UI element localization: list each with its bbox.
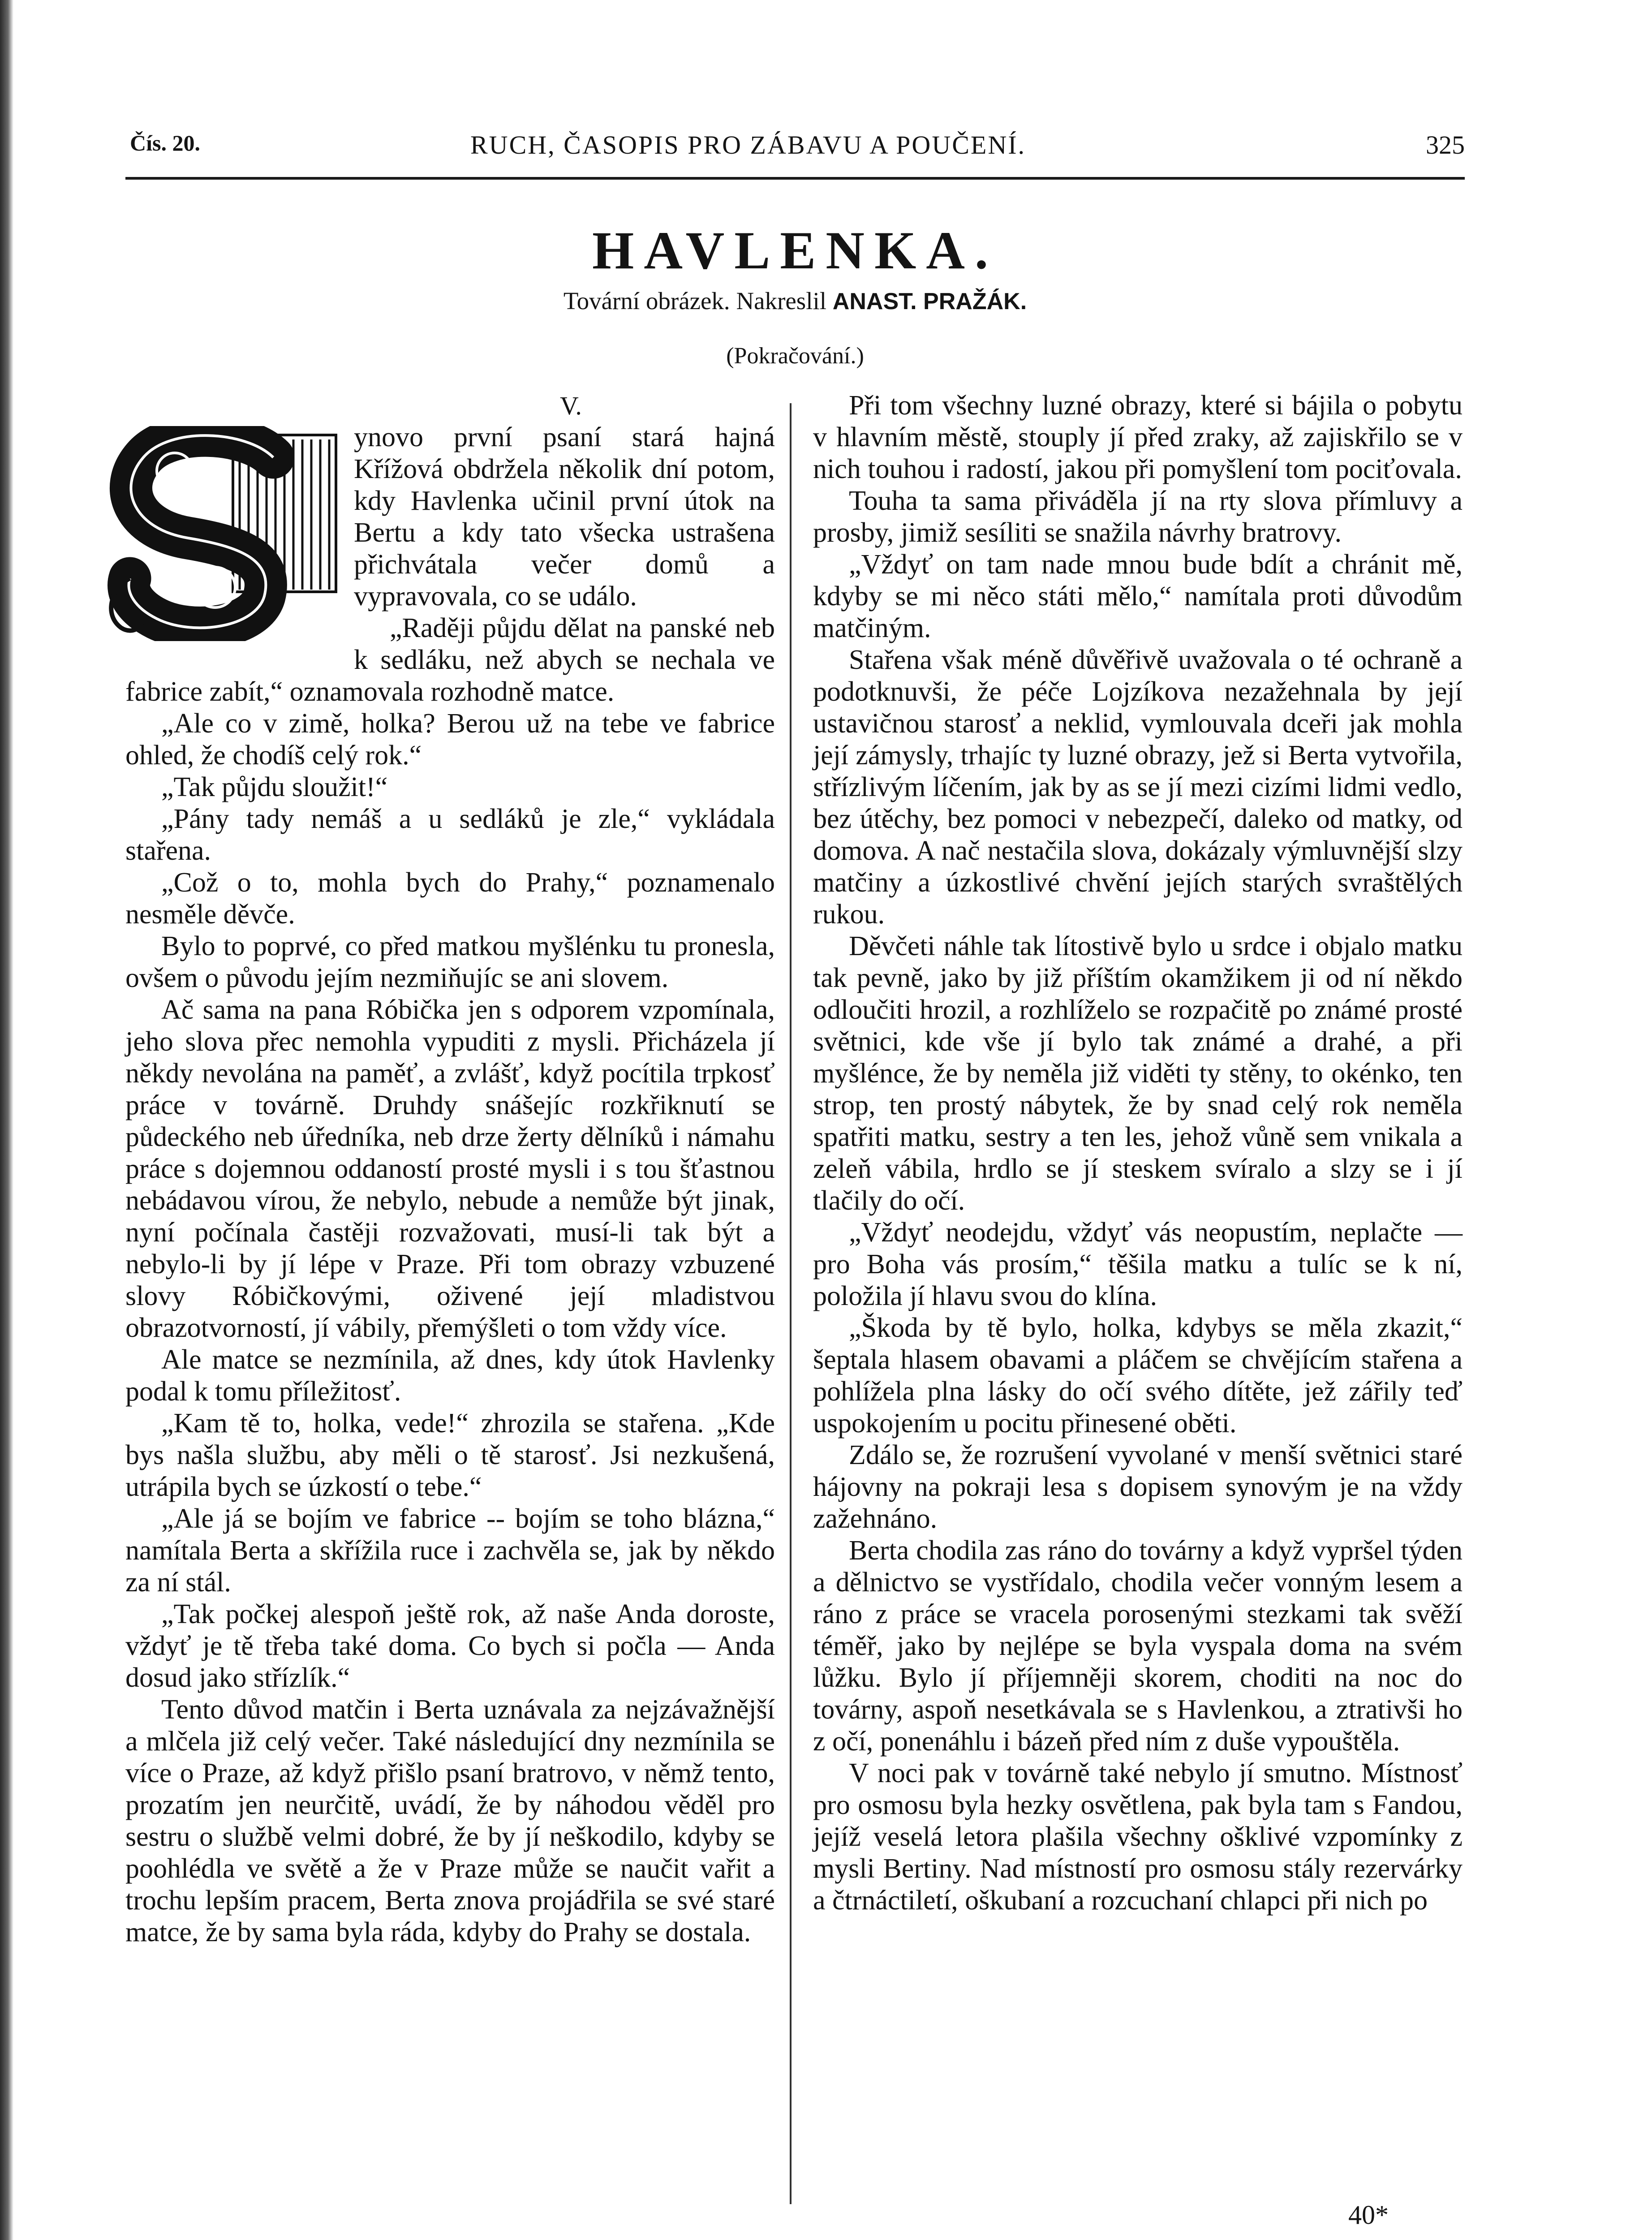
paragraph: Bylo to poprvé, co před matkou myšlénku tu pronesla, ovšem o původu jejím nezmiňujíc se ani slovem. bbox=[125, 931, 775, 993]
paragraph: Berta chodila zas ráno do továrny a když vypršel týden a dělnictvo se vystřídalo, chodila večer vonným lesem a ráno z práce se vracela porosenými stezkami tak svěží téměř, jako by nejlépe se byla vyspala doma na svém lůžku. Bylo jí příjemněji skorem, choditi na noc do továrny, aspoň nesetkávala se s Havlenkou, a ztrativši ho z očí, ponenáhlu i bázeň před ním z duše vypouštěla. bbox=[813, 1535, 1463, 1757]
paragraph: ynovo první psaní stará hajná Křížová obdržela několik dní potom, kdy Havlenka učinil první útok na Bertu a kdy tato všecka ustrašena přichvátala večer domů a vypravovala, co se událo. bbox=[354, 422, 775, 612]
paragraph: „Vždyť on tam nade mnou bude bdít a chránit mě, kdyby se mi něco státi mělo,“ namítala proti důvodům matčiným. bbox=[813, 549, 1463, 643]
continued-note: (Pokračování.) bbox=[726, 343, 864, 369]
paragraph: Při tom všechny luzné obrazy, které si bájila o pobytu v hlavním městě, stouply jí před zraky, až zajiskřilo se v nich touhou i radostí, jakou při pomyšlení tom pociťovala. bbox=[813, 390, 1463, 484]
article-title: HAVLENKA. bbox=[592, 220, 998, 280]
author-name: ANAST. PRAŽÁK. bbox=[832, 289, 1027, 314]
right-column bbox=[813, 390, 1463, 1917]
dropcap bbox=[85, 422, 345, 646]
paragraph: Tento důvod matčin i Berta uznávala za nejzávažnější a mlčela již celý večer. Také následující dny nezmínila se více o Praze, až když přišlo psaní bratrovo, v němž tento, prozatím jen neurčitě, uvádí, že by náhodou věděl pro sestru o službě velmi dobré, že by jí neškodilo, kdyby se poohlédla ve světě a že v Praze může se naučit vařit a trochu lepším pracem, Berta znova projádřila se své staré matce, že by sama byla ráda, kdyby do Prahy se dostala. bbox=[125, 1694, 775, 1947]
paragraph: Zdálo se, že rozrušení vyvolané v menší světnici staré hájovny na pokraji lesa s dopisem synovým je na vždy zažehnáno. bbox=[813, 1440, 1463, 1534]
chapter-number: V. bbox=[560, 391, 582, 420]
header-rule bbox=[125, 177, 1465, 180]
paragraph: „Vždyť neodejdu, vždyť vás neopustím, neplačte — pro Boha vás prosím,“ těšila matku a tulíc se k ní, položila jí hlavu svou do klína. bbox=[813, 1217, 1463, 1311]
paragraph: Děvčeti náhle tak lítostivě bylo u srdce i objalo matku tak pevně, jako by již příštím okamžikem ji od ní někdo odloučiti hrozil, a rozhlíželo se rozpačitě po známé prosté světnici, kde vše jí bylo tak známé a drahé, a při myšlénce, že by neměla již viděti ty stěny, to okénko, ten strop, ten prostý nábytek, že by snad celý rok neměla spatřiti matku, sestry a ten les, jehož vůně sem vnikala a zeleň vábila, hrdlo se jí steskem svíralo a slzy se i jí tlačily do očí. bbox=[813, 931, 1463, 1216]
paragraph: „Ale co v zimě, holka? Berou už na tebe ve fabrice ohled, že chodíš celý rok.“ bbox=[125, 708, 775, 771]
paragraph: „Ale já se bojím ve fabrice -- bojím se toho blázna,“ namítala Berta a skřížila ruce i zachvěla se, jak by někdo za ní stál. bbox=[125, 1503, 775, 1598]
journal-title: RUCH, ČASOPIS PRO ZÁBAVU A POUČENÍ. bbox=[470, 130, 1026, 159]
page-number: 325 bbox=[1426, 130, 1465, 159]
paragraph: „Škoda by tě bylo, holka, kdybys se měla zkazit,“ šeptala hlasem obavami a pláčem se chvějícím stařena a pohlížela plna lásky do očí svého dítěte, jež zářily teď uspokojením u pocitu přinesené oběti. bbox=[813, 1313, 1463, 1439]
subtitle-text: Tovární obrázek. bbox=[563, 287, 730, 314]
paragraph: „Tak počkej alespoň ještě rok, až naše Anda doroste, vždyť je tě třeba také doma. Co bych si počla — Anda dosud jako střízlík.“ bbox=[125, 1599, 775, 1693]
paragraph: Touha ta sama přiváděla jí na rty slova přímluvy a prosby, jimiž sesíliti se snažila návrhy bratrovy. bbox=[813, 486, 1463, 548]
paragraph: V noci pak v továrně také nebylo jí smutno. Místnosť pro osmosu byla hezky osvětlena, pak byla tam s Fandou, jejíž veselá letora plašila všechny ošklivé vzpomínky z mysli Bertiny. Nad místností pro osmosu stály rezervárky a čtrnáctiletí, oškubaní a rozcuchaní chlapci při nich po bbox=[813, 1758, 1463, 1916]
signature-mark: 40* bbox=[1348, 2200, 1389, 2230]
paragraph: „Což o to, mohla bych do Prahy,“ poznamenalo nesměle děvče. bbox=[125, 867, 775, 930]
running-header bbox=[130, 130, 1465, 166]
issue-number: Čís. 20. bbox=[130, 130, 200, 155]
paragraph: „Kam tě to, holka, vede!“ zhrozila se stařena. „Kde bys našla službu, aby měli o tě starosť. Jsi nezkušená, utrápila bych se úzkostí o tebe.“ bbox=[125, 1408, 775, 1502]
left-column bbox=[125, 390, 775, 1948]
paragraph: „Pány tady nemáš a u sedláků je zle,“ vykládala stařena. bbox=[125, 804, 775, 866]
ornamental-s-icon bbox=[85, 426, 345, 641]
paragraph: Stařena však méně důvěřivě uvažovala o té ochraně a podotknuvši, že péče Lojzíkova nezažehnala by její ustavičnou starosť a neklid, vymlouvala dceři jak mohla její zámysly, trhajíc ty luzné obrazy, jež si Berta vytvořila, střízlivým líčením, jak by as se jí mezi cizími lidmi vedlo, bez útěchy, bez pomoci v nebezpečí, daleko od matky, od domova. A nač nestačila slova, dokázaly výmluvnější slzy matčiny a úzkostlivé chvění jejích starých svraštělých rukou. bbox=[813, 645, 1463, 930]
column-divider bbox=[790, 403, 792, 2204]
paragraph: Ale matce se nezmínila, až dnes, kdy útok Havlenky podal k tomu příležitosť. bbox=[125, 1344, 775, 1407]
author-prefix: Nakreslil bbox=[736, 287, 827, 314]
article-subtitle bbox=[403, 287, 1187, 315]
paragraph: Ač sama na pana Róbička jen s odporem vzpomínala, jeho slova přec nemohla vypuditi z mysli. Přicházela jí někdy nevolána na paměť, a zvlášť, když pocítila trpkosť práce v továrně. Druhdy snášejíc rozkřiknutí se půdeckého neb úředníka, neb drze žerty dělníků i námahu práce s dojemnou oddaností prosté mysli i s tou šťastnou nebádavou vírou, že nebylo, nebude a nemůže být jinak, nyní počínala častěji rozvažovati, musí-li tak být a nebylo-li by jí lépe v Praze. Při tom obrazy vzbuzené slovy Róbičkovými, oživené její mladistvou obrazotvorností, jí vábily, přemýšleti o tom vždy více. bbox=[125, 995, 775, 1343]
paragraph: „Raději půjdu dělat na panské neb k sedláku, než abych se nechala ve fabrice zabít,“ oznamovala rozhodně matce. bbox=[125, 613, 775, 707]
paragraph: „Tak půjdu sloužit!“ bbox=[161, 772, 388, 802]
